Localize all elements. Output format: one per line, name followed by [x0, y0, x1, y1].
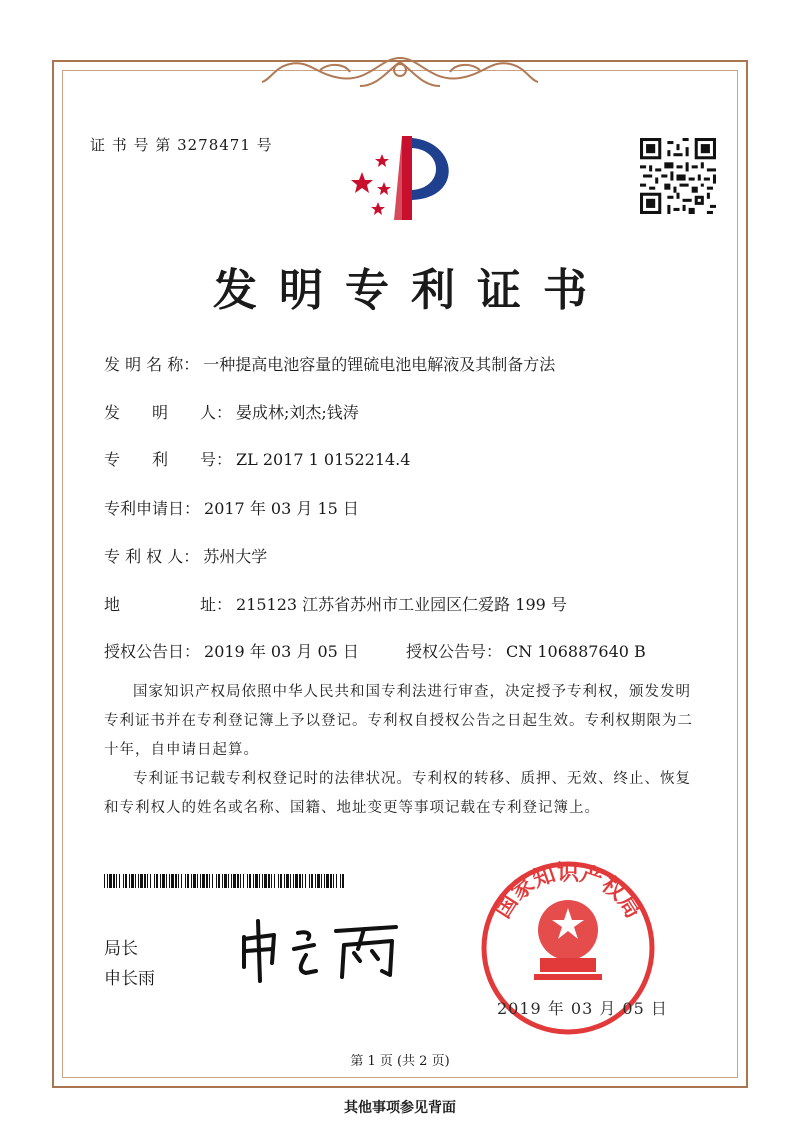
- grant-date-value: 2019 年 03 月 05 日: [204, 642, 359, 661]
- patentee-label: 专 利 权 人：: [104, 547, 200, 566]
- inventors-row: [104, 400, 359, 423]
- grant-number-value: CN 106887640 B: [506, 642, 646, 661]
- footer-note: 其他事项参见背面: [344, 1100, 456, 1116]
- invention-name-value: 一种提高电池容量的锂硫电池电解液及其制备方法: [203, 355, 556, 374]
- address-value: 215123 江苏省苏州市工业园区仁爱路 199 号: [236, 595, 567, 614]
- patentee-row: [104, 544, 267, 567]
- qr-code: [640, 138, 716, 214]
- signatory-title: 局长: [104, 939, 138, 959]
- grant-date-label: 授权公告日：: [104, 642, 201, 661]
- inventors-value: 晏成林;刘杰;钱涛: [236, 403, 359, 422]
- signature: [236, 915, 406, 985]
- seal-text: 国家知识产权局: [490, 860, 646, 923]
- top-ornament: [260, 52, 540, 92]
- certificate-number: 证 书 号 第 3278471 号: [90, 136, 273, 154]
- seal-date: 2019 年 03 月 05 日: [497, 999, 668, 1018]
- page-number: 第 1 页 (共 2 页): [350, 1054, 450, 1069]
- certificate-title: 发明专利证书: [213, 265, 609, 316]
- grant-number-label: 授权公告号：: [406, 642, 503, 661]
- invention-name-row: [104, 352, 555, 375]
- statement-paragraph-1: 国家知识产权局依照中华人民共和国专利法进行审查，决定授予专利权，颁发发明专利证书并在专利登记簿上予以登记。专利权自授权公告之日起生效。专利权期限为二十年，自申请日起算。: [104, 684, 693, 758]
- statement-paragraph-2: 专利证书记载专利权登记时的法律状况。专利权的转移、质押、无效、终止、恢复和专利权人的姓名或名称、国籍、地址变更等事项记载在专利登记簿上。: [104, 771, 691, 816]
- filing-date-value: 2017 年 03 月 15 日: [204, 499, 359, 518]
- invention-name-label: 发 明 名 称：: [104, 355, 200, 374]
- patent-number-label: 专 利 号：: [104, 450, 233, 469]
- cnipa-logo: [340, 128, 470, 228]
- filing-date-label: 专利申请日：: [104, 499, 201, 518]
- address-row: [104, 592, 567, 615]
- grant-date-row: [104, 639, 359, 662]
- grant-number-row: [406, 639, 646, 662]
- barcode: [104, 874, 344, 888]
- inventors-label: 发 明 人：: [104, 403, 233, 422]
- address-label: 地 址：: [104, 595, 233, 614]
- patentee-value: 苏州大学: [203, 547, 268, 566]
- patent-number-value: ZL 2017 1 0152214.4: [236, 450, 411, 469]
- signatory-name: 申长雨: [104, 969, 155, 989]
- patent-number-row: [104, 447, 410, 470]
- filing-date-row: [104, 496, 359, 519]
